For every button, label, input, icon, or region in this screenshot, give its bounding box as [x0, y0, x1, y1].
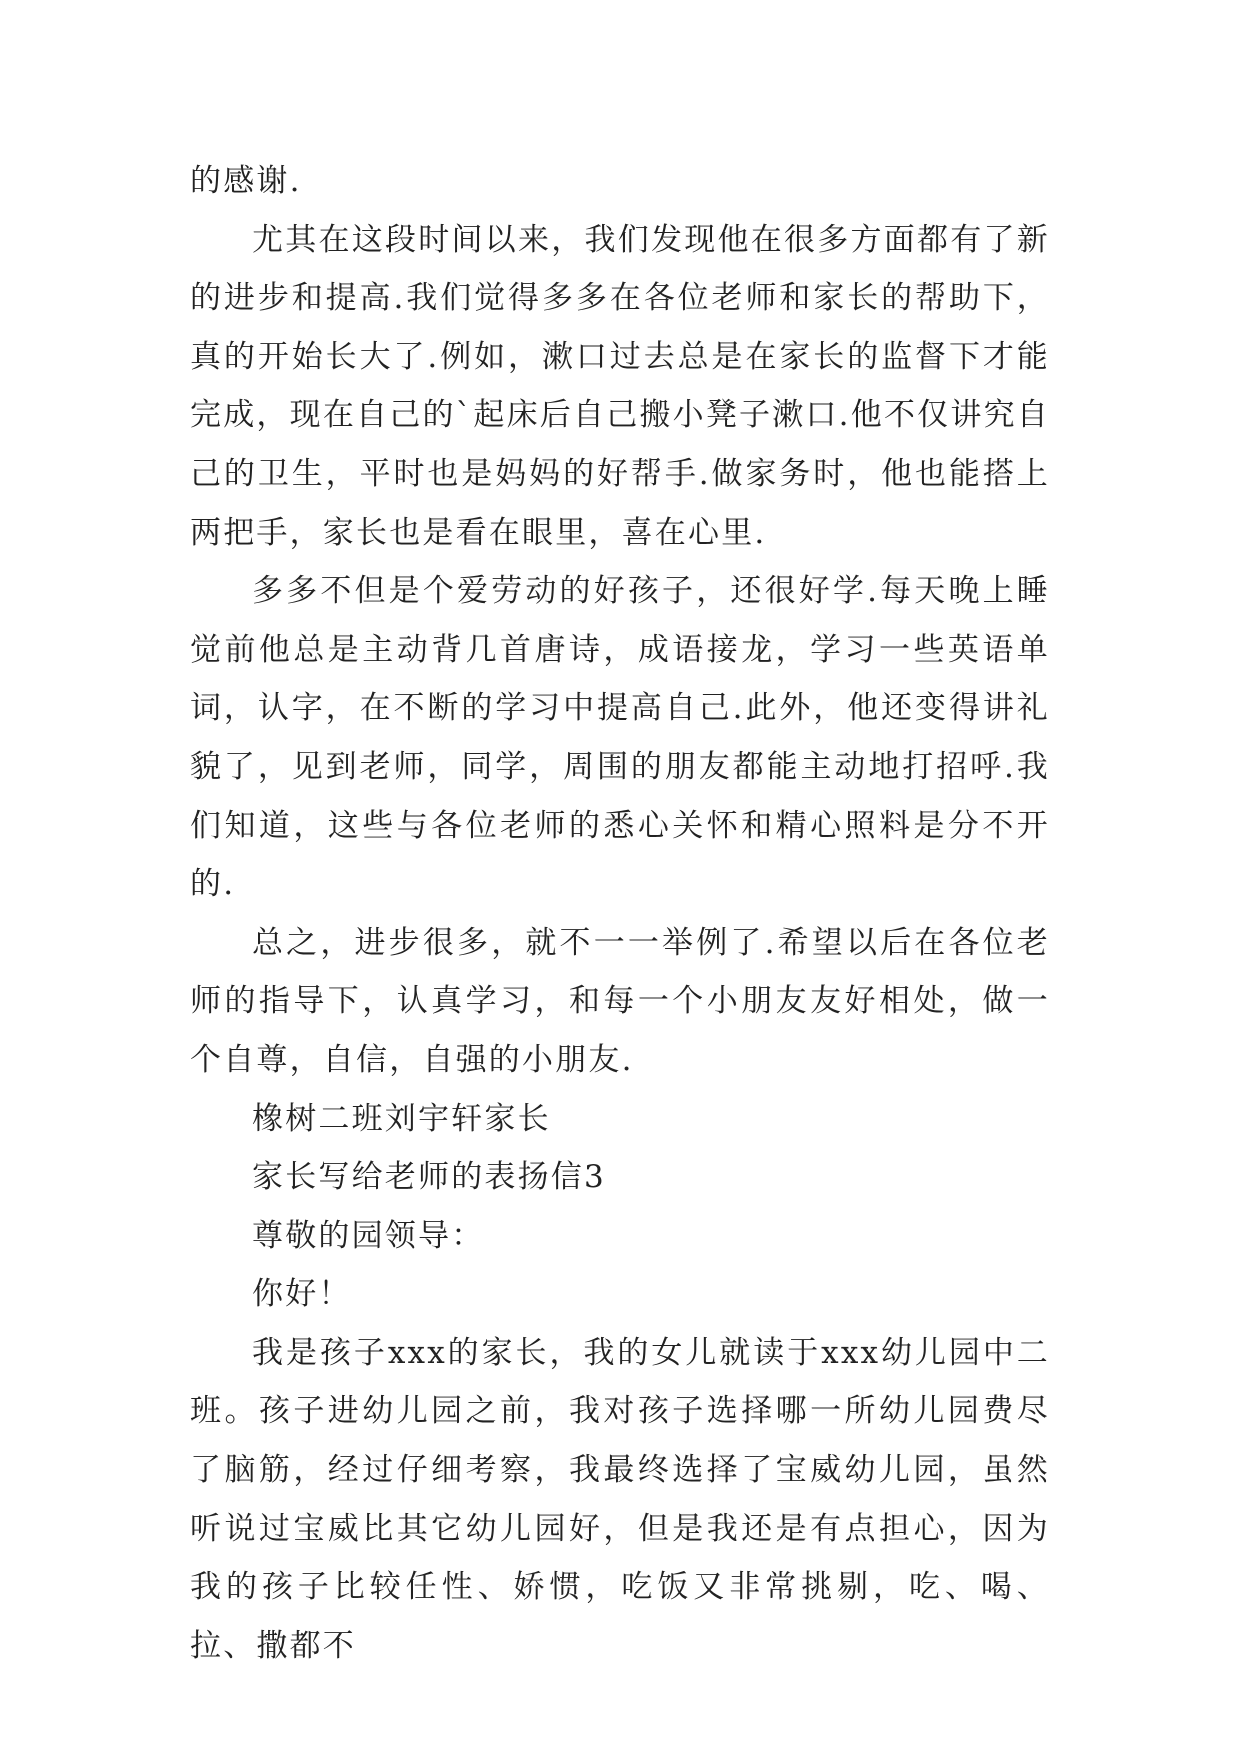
paragraph-closing-thanks: 的感谢. [190, 163, 302, 199]
signature-line: 橡树二班刘宇轩家长 [252, 1100, 551, 1137]
paragraph-studious: 多多不但是个爱劳动的好孩子，还很好学.每天晚上睡觉前他总是主动背几首唐诗，成语接龙，学习一些英语单词，认字，在不断的学习中提高自己.此外，他还变得讲礼貌了，见到老师，同学，周围的朋友都能主动地打招呼.我们知道，这些与各位老师的悉心关怀和精心照料是分不开的. [190, 573, 1050, 903]
salutation: 尊敬的园领导： [252, 1217, 485, 1254]
paragraph-introduction: 我是孩子xxx的家长，我的女儿就读于xxx幼儿园中二班。孩子进幼儿园之前，我对孩子选择哪一所幼儿园费尽了脑筋，经过仔细考察，我最终选择了宝威幼儿园，虽然听说过宝威比其它幼儿园好，但是我还是有点担心，因为我的孩子比较任性、娇惯，吃饭又非常挑剔，吃、喝、拉、撒都不 [190, 1334, 1050, 1664]
paragraph-summary: 总之，进步很多，就不一一举例了.希望以后在各位老师的指导下，认真学习，和每一个小朋友友好相处，做一个自尊，自信，自强的小朋友. [190, 924, 1050, 1078]
document-body [190, 152, 1050, 1675]
greeting: 你好！ [252, 1276, 352, 1313]
paragraph-progress: 尤其在这段时间以来，我们发现他在很多方面都有了新的进步和提高.我们觉得多多在各位老师和家长的帮助下，真的开始长大了.例如，漱口过去总是在家长的监督下才能完成，现在自己的`起床后自己搬小凳子漱口.他不仅讲究自己的卫生，平时也是妈妈的好帮手.做家务时，他也能搭上两把手，家长也是看在眼里，喜在心里. [190, 221, 1050, 551]
letter-heading: 家长写给老师的表扬信3 [252, 1159, 606, 1196]
